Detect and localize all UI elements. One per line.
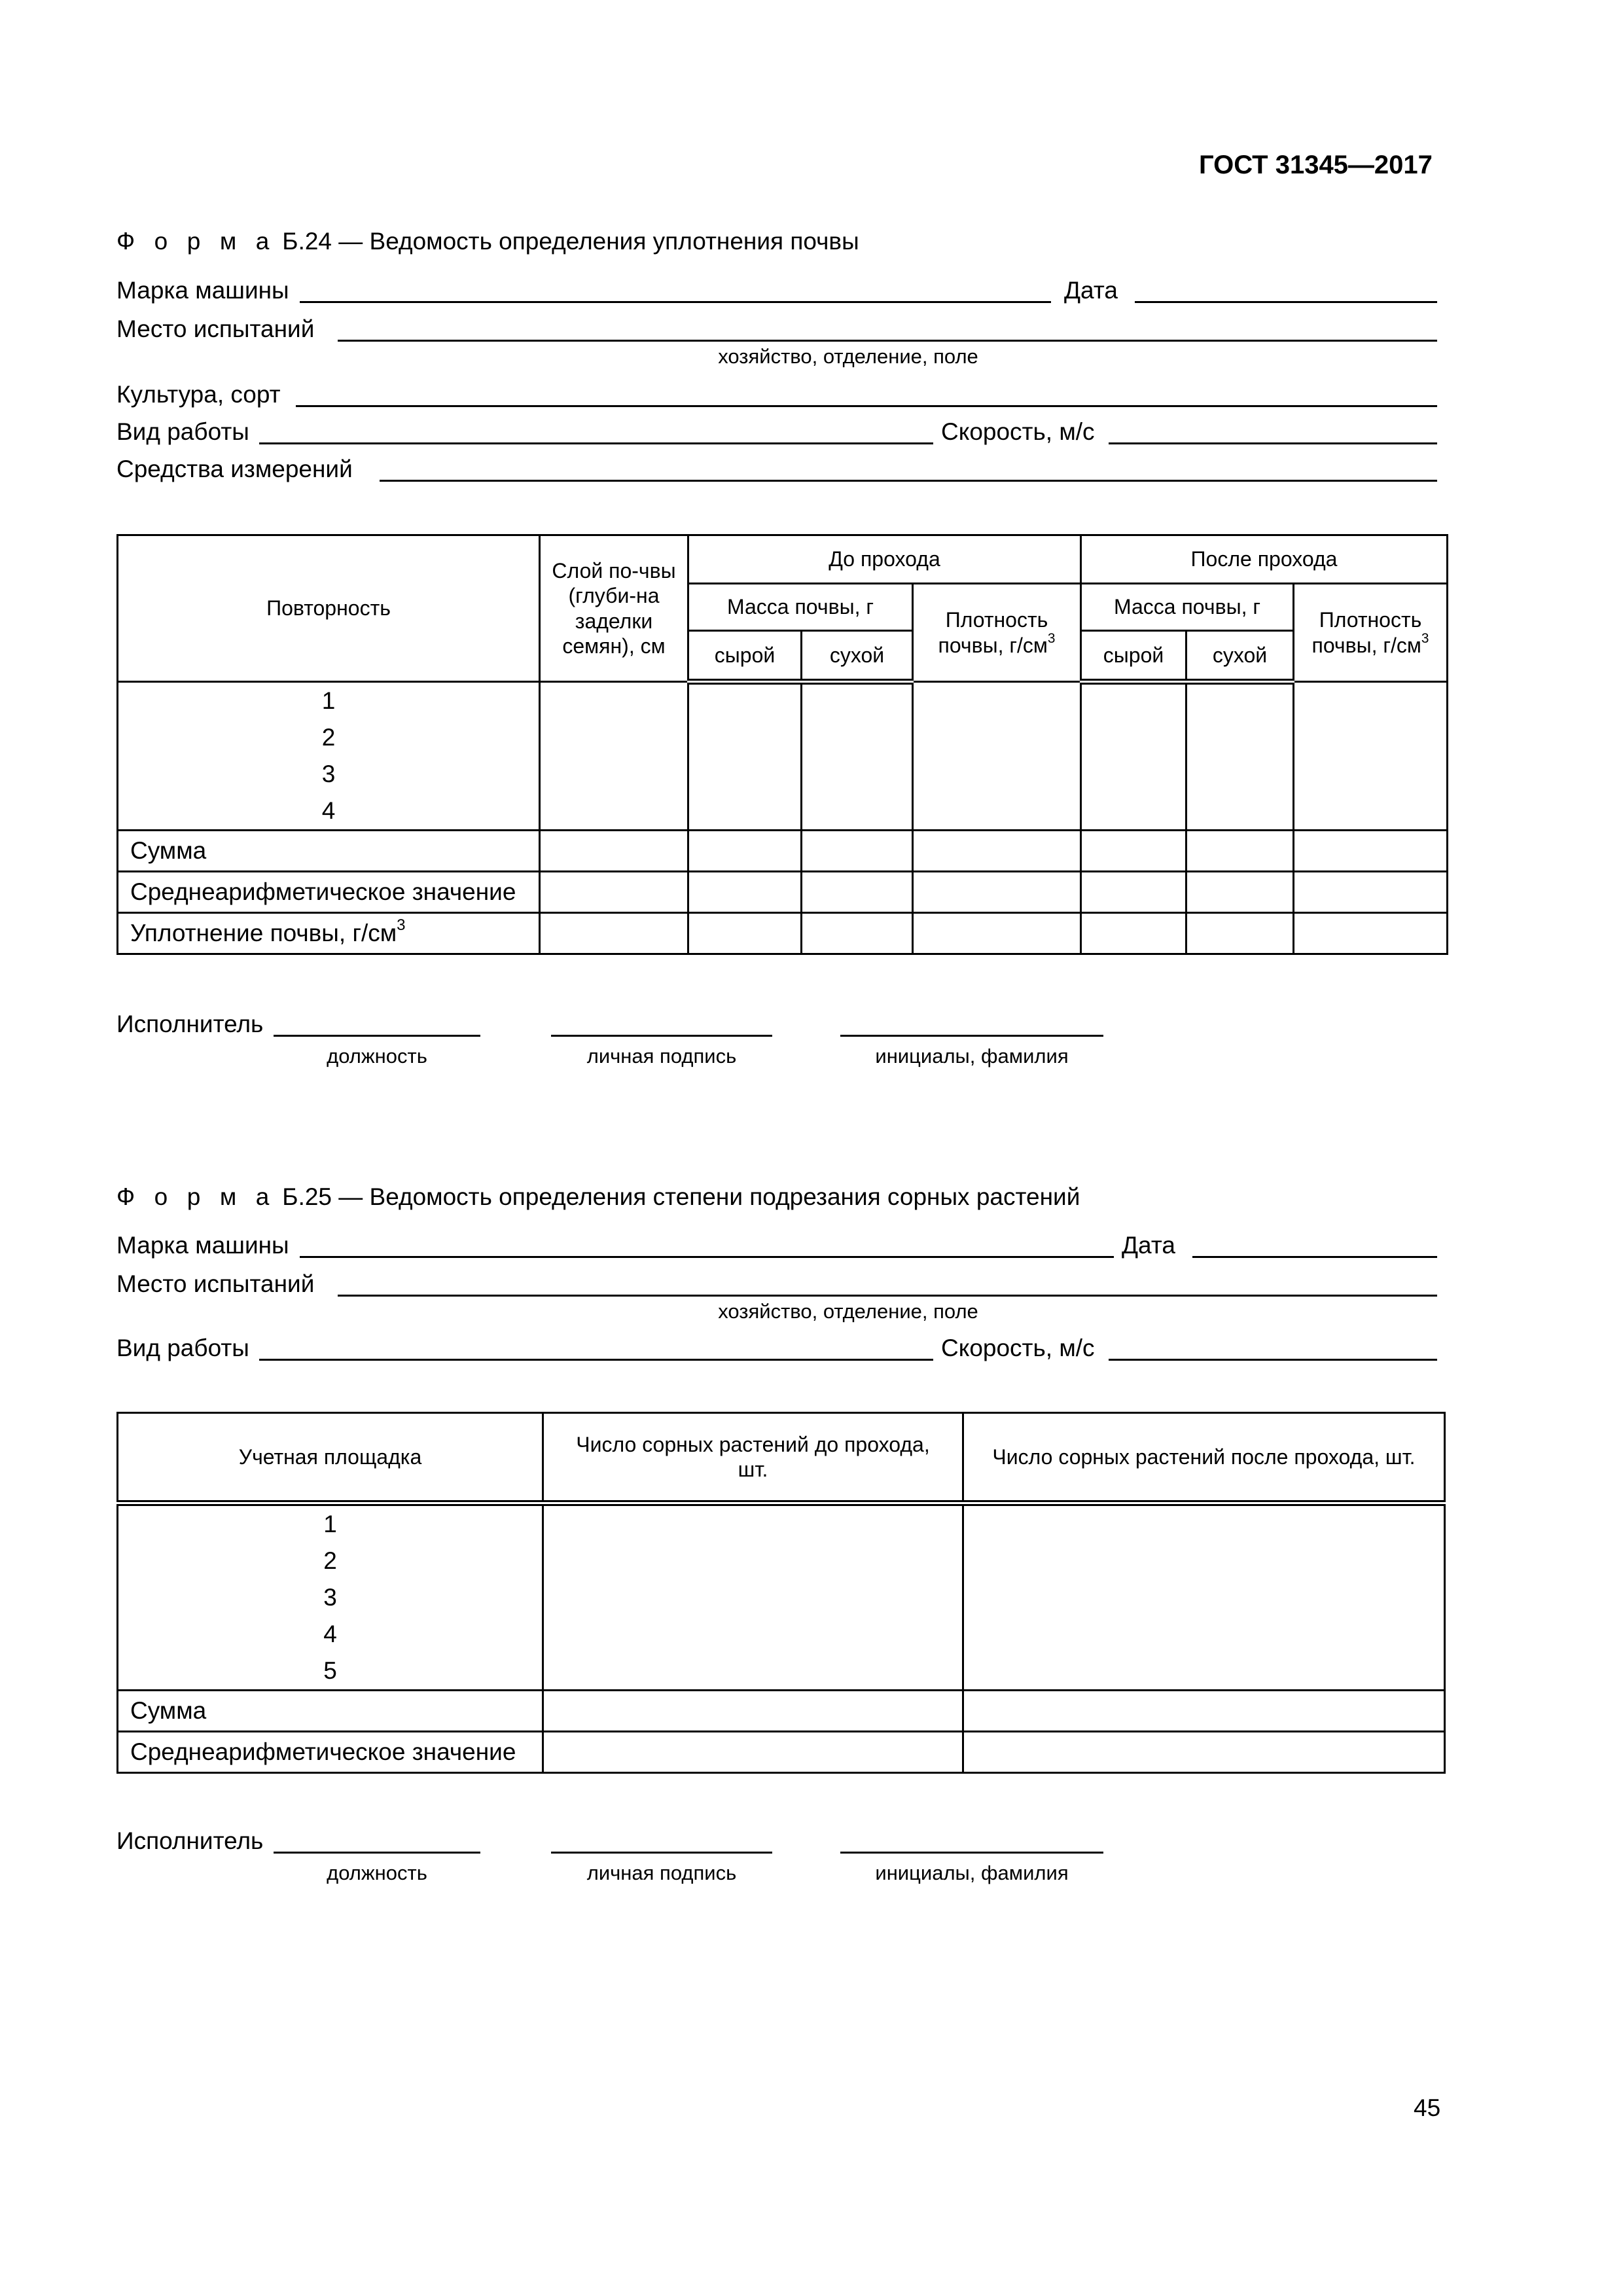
date-field[interactable] bbox=[1135, 301, 1437, 303]
header-weeds-before: Число сорных растений до прохода, шт. bbox=[543, 1413, 963, 1503]
repeat-number: 1 bbox=[321, 687, 336, 714]
compaction-text: Уплотнение почвы, г/см bbox=[130, 920, 397, 946]
weeds-table bbox=[116, 1412, 1446, 1774]
form-24-title bbox=[116, 229, 859, 253]
table-cell[interactable] bbox=[1081, 831, 1186, 872]
table-cell[interactable] bbox=[1186, 872, 1294, 913]
signature-field[interactable] bbox=[551, 1035, 772, 1037]
header-dry-after: сухой bbox=[1186, 631, 1294, 682]
table-cell[interactable] bbox=[688, 872, 802, 913]
form-25-title bbox=[116, 1185, 1080, 1209]
work-label: Вид работы bbox=[116, 1335, 249, 1361]
row-mean-label: Среднеарифметическое значение bbox=[118, 1732, 543, 1773]
header-raw-before: сырой bbox=[688, 631, 802, 682]
speed-field[interactable] bbox=[1109, 442, 1437, 444]
table-cell[interactable] bbox=[913, 872, 1081, 913]
document-code: ГОСТ 31345—2017 bbox=[1199, 151, 1433, 179]
machine-label: Марка машины bbox=[116, 1232, 289, 1259]
executor-label: Исполнитель bbox=[116, 1011, 264, 1037]
row-compaction-label bbox=[118, 913, 540, 954]
signature-hint: личная подпись bbox=[586, 1045, 737, 1067]
place-field[interactable] bbox=[338, 1295, 1437, 1297]
cell-weeds-before[interactable] bbox=[543, 1503, 963, 1691]
table-cell[interactable] bbox=[1081, 872, 1186, 913]
header-repeat: Повторность bbox=[118, 535, 540, 682]
signature-field[interactable] bbox=[551, 1852, 772, 1854]
table-cell[interactable] bbox=[802, 913, 913, 954]
table-cell[interactable] bbox=[963, 1732, 1445, 1773]
place-hint: хозяйство, отделение, поле bbox=[718, 345, 978, 368]
table-cell[interactable] bbox=[543, 1691, 963, 1732]
culture-field[interactable] bbox=[296, 405, 1437, 407]
place-label: Место испытаний bbox=[116, 315, 315, 342]
speed-label: Скорость, м/с bbox=[941, 1335, 1095, 1361]
name-field[interactable] bbox=[840, 1852, 1103, 1854]
culture-label: Культура, сорт bbox=[116, 381, 281, 408]
header-plot: Учетная площадка bbox=[118, 1413, 543, 1503]
name-hint: инициалы, фамилия bbox=[875, 1861, 1069, 1884]
density-unit-superscript: 3 bbox=[1047, 630, 1056, 646]
place-field[interactable] bbox=[338, 340, 1437, 342]
form-label: Ф о р м а bbox=[116, 228, 276, 255]
plot-number: 1 bbox=[323, 1511, 337, 1537]
cell-dry-after[interactable] bbox=[1186, 682, 1294, 831]
table-cell[interactable] bbox=[688, 831, 802, 872]
table-cell[interactable] bbox=[1186, 913, 1294, 954]
machine-field[interactable] bbox=[300, 1256, 1114, 1258]
position-hint: должность bbox=[327, 1045, 427, 1067]
cell-dry-before[interactable] bbox=[802, 682, 913, 831]
cell-soil-layer[interactable] bbox=[540, 682, 688, 831]
table-cell[interactable] bbox=[913, 913, 1081, 954]
form-title-text: Б.25 — Ведомость определения степени подрезания сорных растений bbox=[282, 1183, 1080, 1210]
header-after-pass: После прохода bbox=[1081, 535, 1448, 584]
date-label: Дата bbox=[1064, 277, 1118, 304]
header-density-after bbox=[1294, 584, 1448, 682]
position-field[interactable] bbox=[274, 1035, 480, 1037]
table-cell[interactable] bbox=[802, 872, 913, 913]
speed-field[interactable] bbox=[1109, 1359, 1437, 1361]
repeat-number: 4 bbox=[321, 797, 336, 824]
repeat-number: 3 bbox=[321, 761, 336, 787]
plot-number: 3 bbox=[323, 1584, 337, 1611]
header-weeds-after: Число сорных растений после прохода, шт. bbox=[963, 1413, 1445, 1503]
cell-weeds-after[interactable] bbox=[963, 1503, 1445, 1691]
work-field[interactable] bbox=[259, 1359, 933, 1361]
form-title-text: Б.24 — Ведомость определения уплотнения почвы bbox=[282, 228, 859, 255]
date-field[interactable] bbox=[1192, 1256, 1437, 1258]
cell-density-after[interactable] bbox=[1294, 682, 1448, 831]
work-label: Вид работы bbox=[116, 418, 249, 445]
header-dry-before: сухой bbox=[802, 631, 913, 682]
header-density-before bbox=[913, 584, 1081, 682]
cell-raw-after[interactable] bbox=[1081, 682, 1186, 831]
cell-raw-before[interactable] bbox=[688, 682, 802, 831]
header-mass-after: Масса почвы, г bbox=[1081, 584, 1294, 631]
table-cell[interactable] bbox=[1081, 913, 1186, 954]
instruments-field[interactable] bbox=[380, 480, 1437, 482]
table-cell[interactable] bbox=[1294, 831, 1448, 872]
repeat-numbers bbox=[118, 682, 540, 831]
name-field[interactable] bbox=[840, 1035, 1103, 1037]
table-cell[interactable] bbox=[802, 831, 913, 872]
machine-label: Марка машины bbox=[116, 277, 289, 304]
name-hint: инициалы, фамилия bbox=[875, 1045, 1069, 1067]
table-cell[interactable] bbox=[540, 872, 688, 913]
table-cell[interactable] bbox=[688, 913, 802, 954]
table-cell[interactable] bbox=[913, 831, 1081, 872]
table-cell[interactable] bbox=[1186, 831, 1294, 872]
header-before-pass: До прохода bbox=[688, 535, 1081, 584]
density-label: Плотность почвы, г/см bbox=[938, 608, 1048, 657]
position-hint: должность bbox=[327, 1861, 427, 1884]
table-cell[interactable] bbox=[1294, 872, 1448, 913]
compaction-unit-superscript: 3 bbox=[397, 916, 406, 935]
compaction-table bbox=[116, 534, 1448, 955]
speed-label: Скорость, м/с bbox=[941, 418, 1095, 445]
date-label: Дата bbox=[1122, 1232, 1175, 1259]
repeat-number: 2 bbox=[321, 724, 336, 751]
table-cell[interactable] bbox=[543, 1732, 963, 1773]
plot-number: 4 bbox=[323, 1621, 337, 1647]
header-raw-after: сырой bbox=[1081, 631, 1186, 682]
signature-hint: личная подпись bbox=[586, 1861, 737, 1884]
form-label: Ф о р м а bbox=[116, 1183, 276, 1210]
cell-density-before[interactable] bbox=[913, 682, 1081, 831]
place-label: Место испытаний bbox=[116, 1270, 315, 1297]
table-cell[interactable] bbox=[963, 1691, 1445, 1732]
place-hint: хозяйство, отделение, поле bbox=[718, 1300, 978, 1323]
density-label: Плотность почвы, г/см bbox=[1311, 608, 1422, 657]
table-cell[interactable] bbox=[1294, 913, 1448, 954]
row-sum-label: Сумма bbox=[118, 1691, 543, 1732]
row-sum-label: Сумма bbox=[118, 831, 540, 872]
work-field[interactable] bbox=[259, 442, 933, 444]
machine-field[interactable] bbox=[300, 301, 1051, 303]
row-mean-label: Среднеарифметическое значение bbox=[118, 872, 540, 913]
plot-number: 2 bbox=[323, 1547, 337, 1574]
plot-numbers bbox=[118, 1503, 543, 1691]
plot-number: 5 bbox=[323, 1657, 337, 1684]
header-soil-layer: Слой по-чвы (глуби-на заделки семян), см bbox=[540, 535, 688, 682]
header-mass-before: Масса почвы, г bbox=[688, 584, 913, 631]
page-number: 45 bbox=[1414, 2094, 1441, 2121]
position-field[interactable] bbox=[274, 1852, 480, 1854]
density-unit-superscript: 3 bbox=[1421, 630, 1429, 646]
table-cell[interactable] bbox=[540, 831, 688, 872]
executor-label: Исполнитель bbox=[116, 1827, 264, 1854]
instruments-label: Средства измерений bbox=[116, 456, 353, 482]
table-cell[interactable] bbox=[540, 913, 688, 954]
